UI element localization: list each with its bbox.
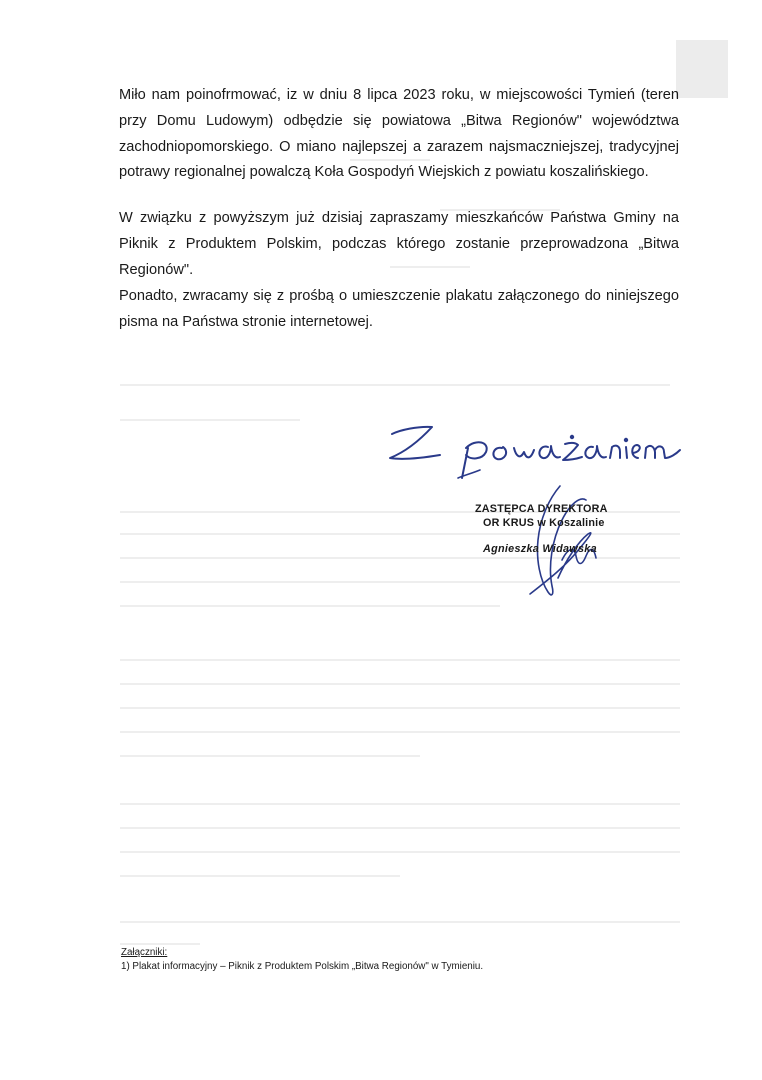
letter-paragraph-1: Miło nam poinofrmować, iz w dniu 8 lipca 2023 roku, w miejscowości Tymień (teren przy Domu Ludowym) odbędzie się powiatowa „Bitwa Regionów" województwa zachodniopomorskiego. O miano najlepszej a zarazem najsmaczniejszej, tradycyjnej potrawy regionalnej powalczą Koła Gospodyń Wiejskich z powiatu koszalińskiego. — [119, 87, 679, 181]
stamp-title-line-2: OR KRUS w Koszalinie — [483, 516, 605, 529]
official-stamp — [470, 503, 630, 557]
letter-paragraph-2: W związku z powyższym już dzisiaj zapraszamy mieszkańców Państwa Gminy na Piknik z Produktem Polskim, podczas którego zostanie przeprowadzona „Bitwa Regionów". — [119, 210, 679, 278]
stamp-title-line-1: ZASTĘPCA DYREKTORA — [475, 503, 608, 515]
attachment-item: 1) Plakat informacyjny – Piknik z Produktem Polskim „Bitwa Regionów" w Tymieniu. — [121, 960, 484, 972]
attachments-section — [121, 946, 483, 973]
stamp-signatory-name: Agnieszka Widawska — [483, 543, 597, 556]
letter-paragraph-3: Ponadto, zwracamy się z prośbą o umieszczenie plakatu załączonego do niniejszego pisma na Państwa stronie internetowej. — [119, 288, 679, 330]
attachments-heading: Załączniki: — [121, 947, 168, 958]
